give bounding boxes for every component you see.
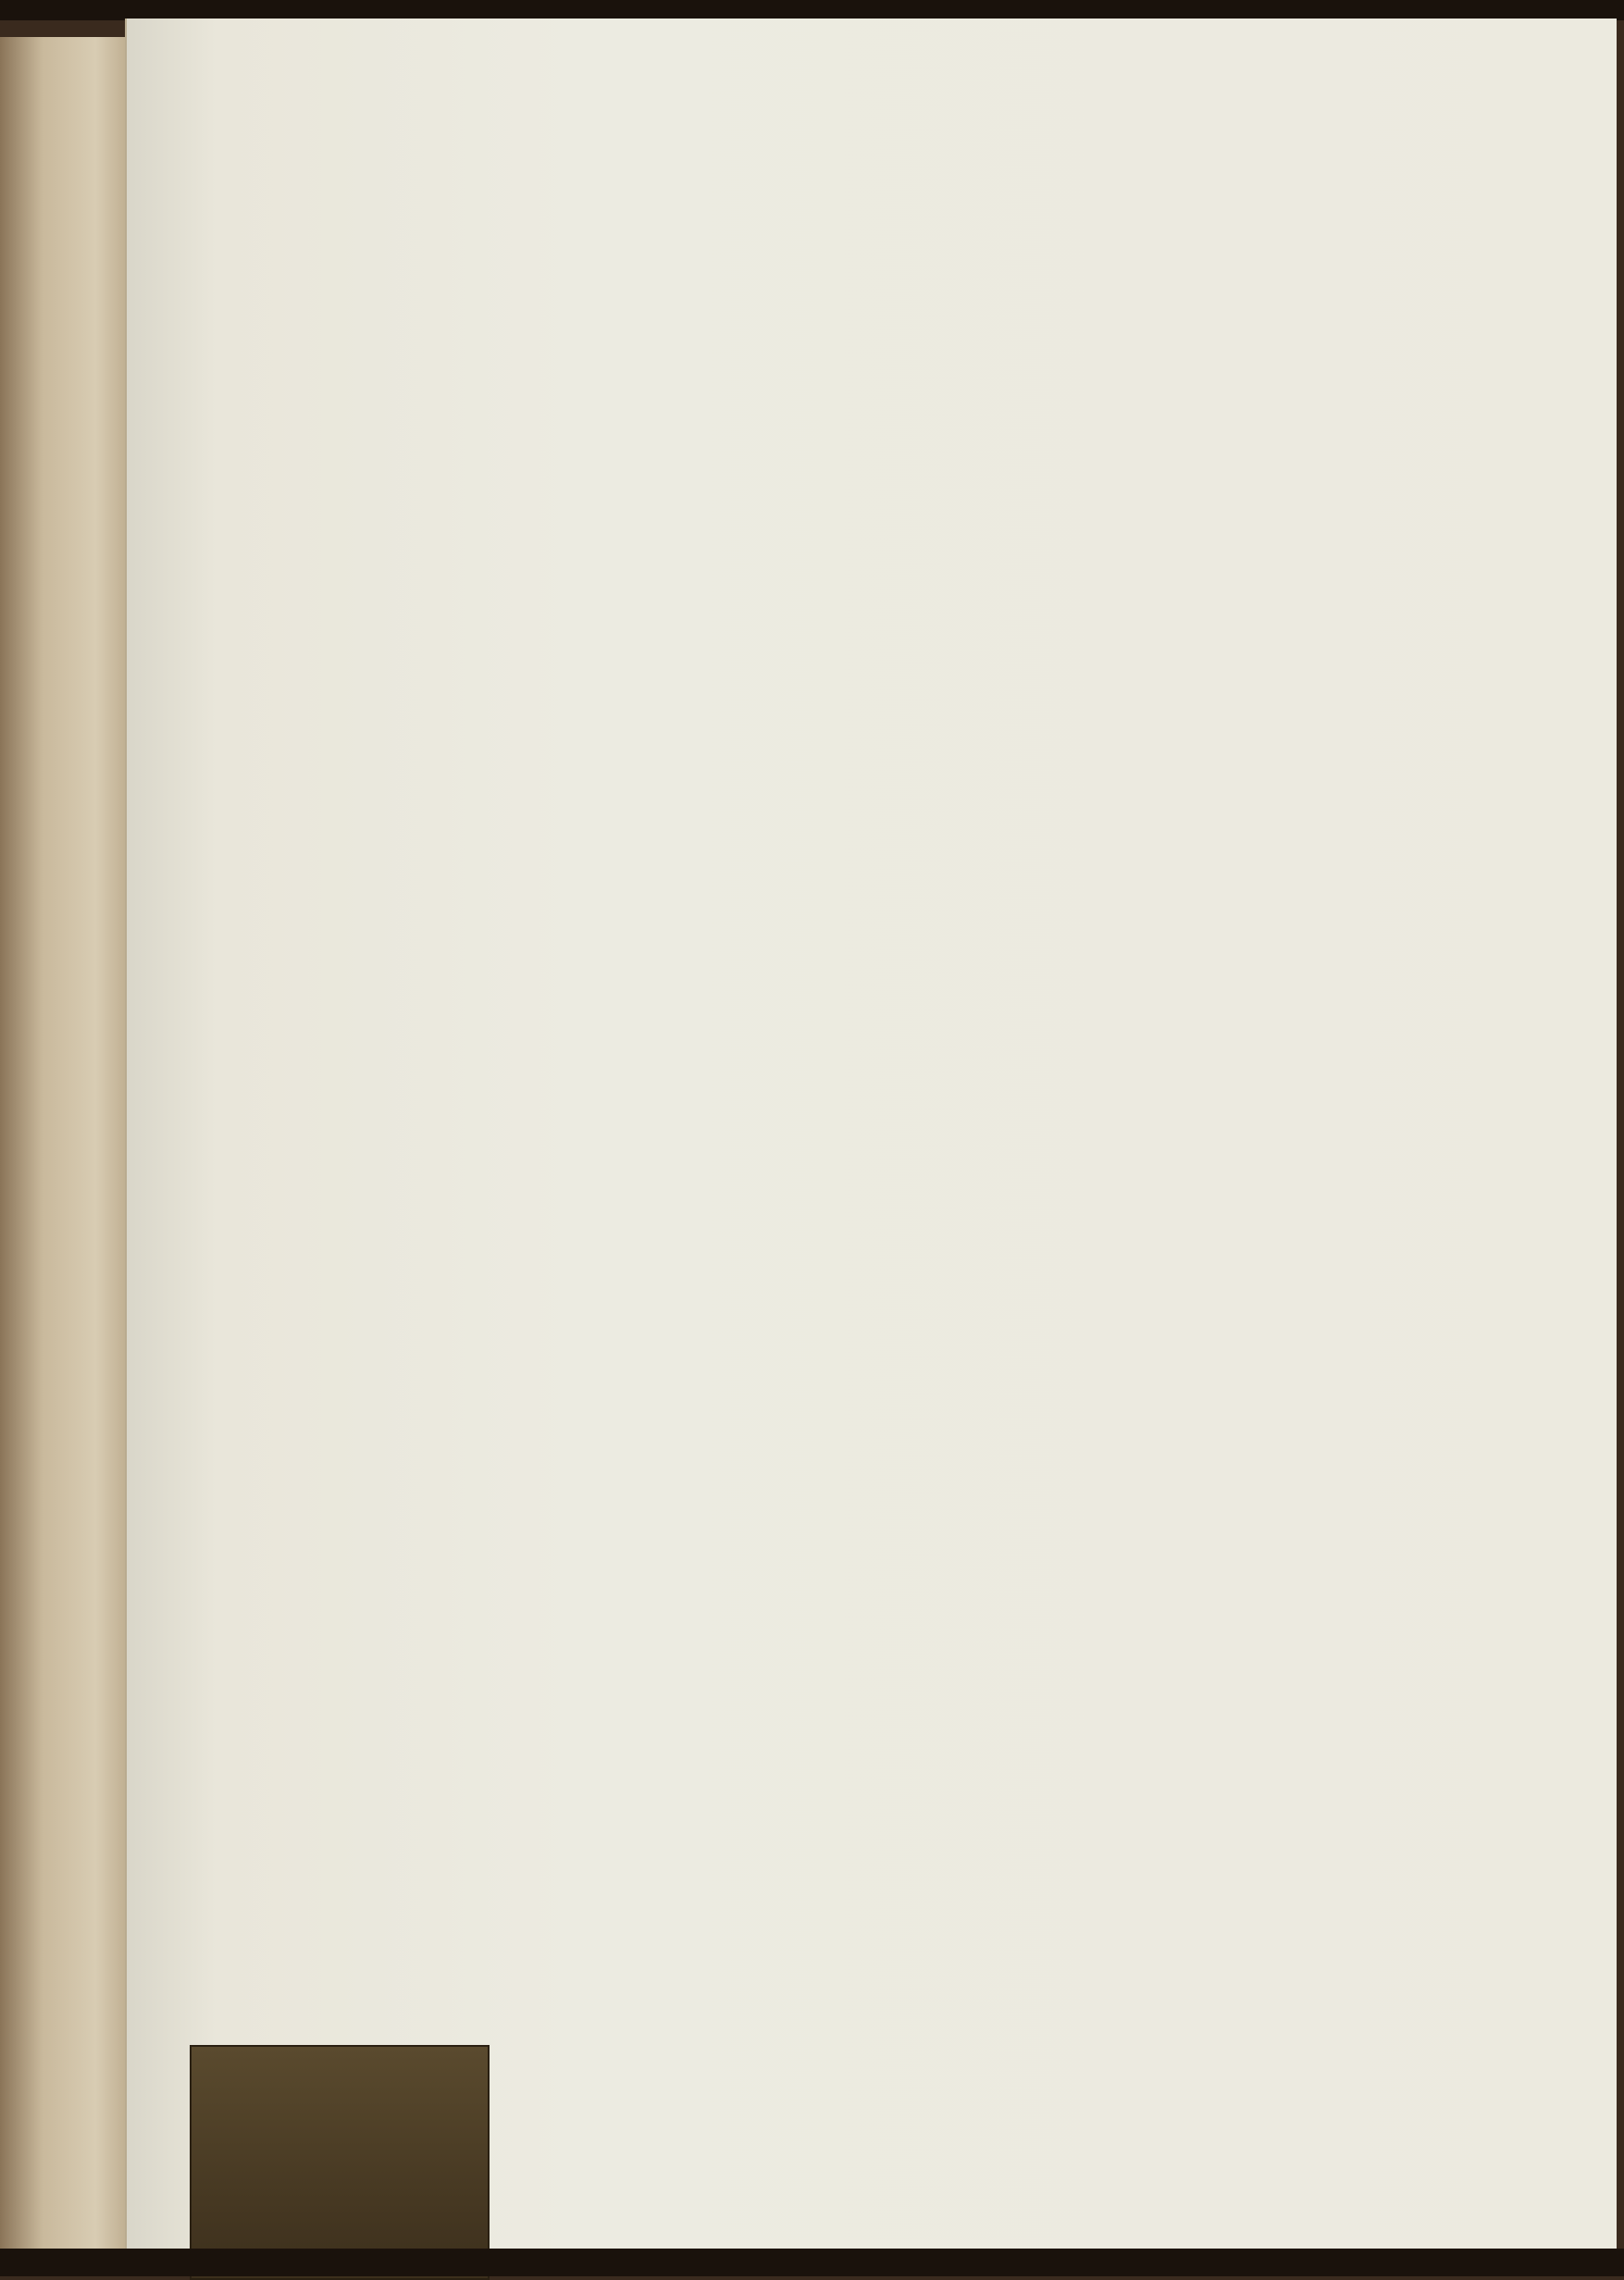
bottom-edge	[0, 2249, 1624, 2276]
book-stand-block	[190, 2045, 490, 2280]
running-head	[366, 167, 1522, 213]
book-page	[125, 19, 1617, 2249]
top-edge	[0, 0, 1624, 20]
